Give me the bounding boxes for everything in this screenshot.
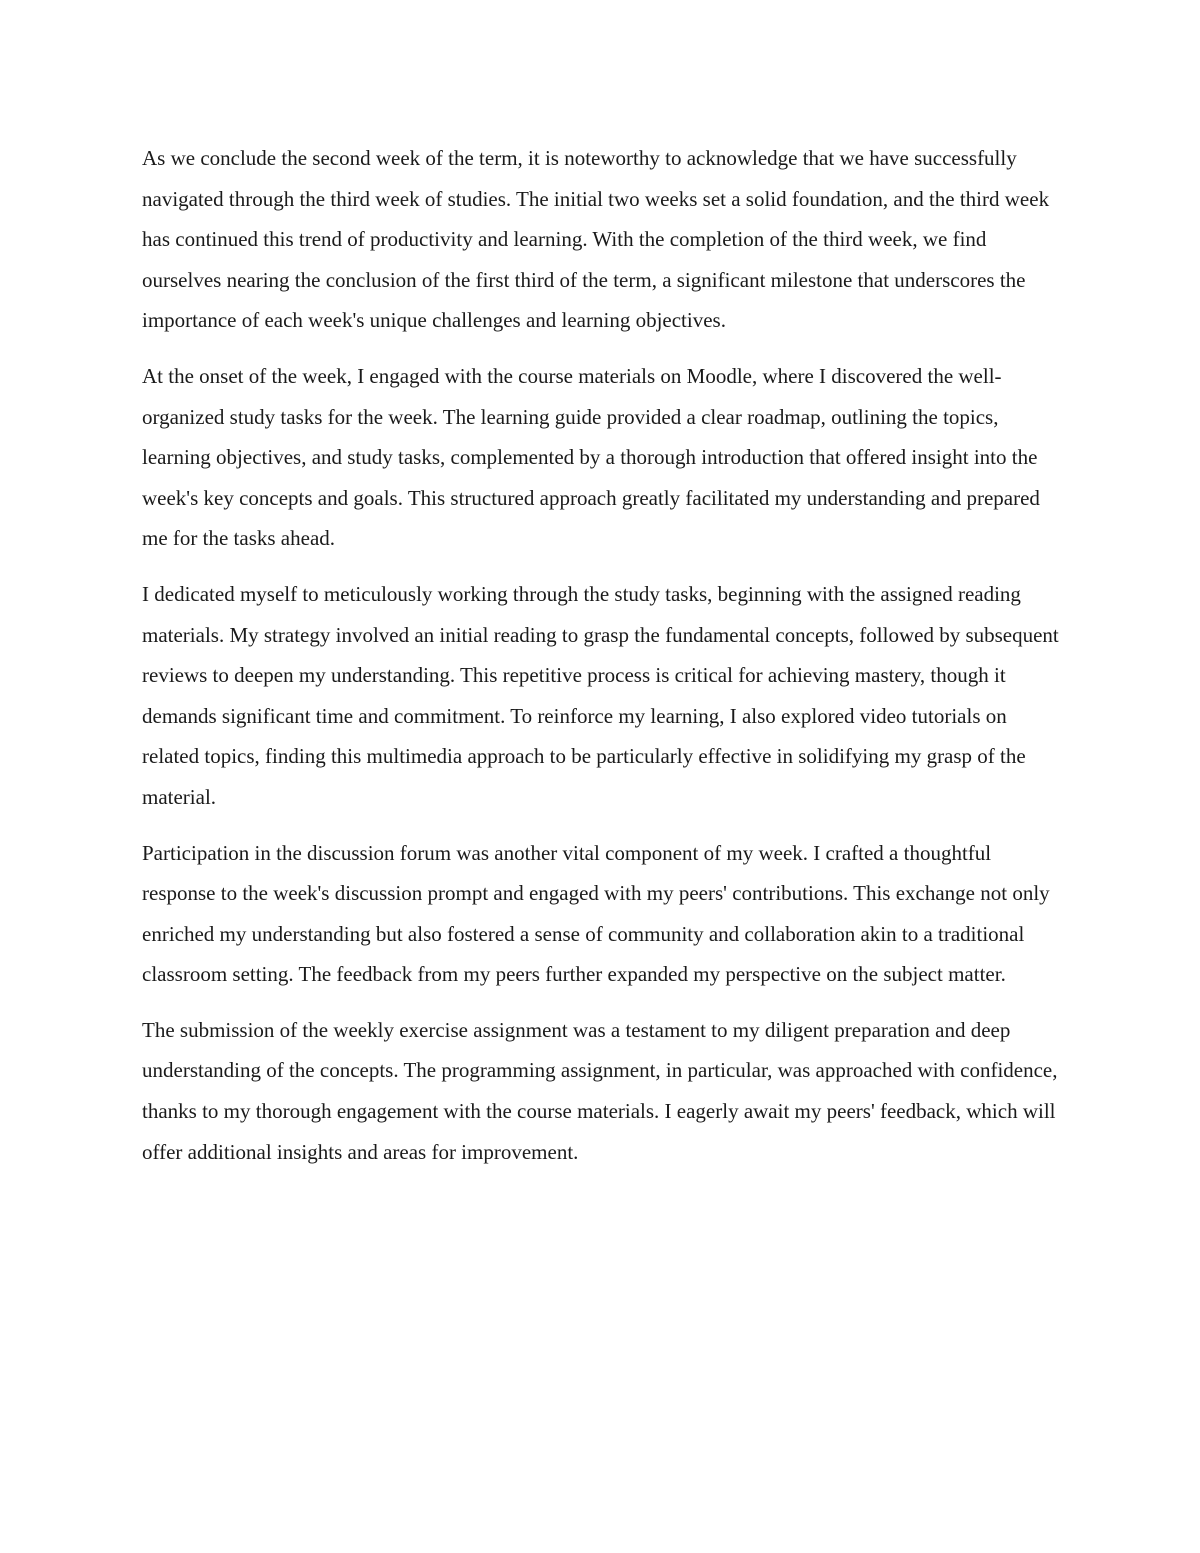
paragraph-study-tasks: I dedicated myself to meticulously working through the study tasks, beginning with the assigned reading materials. My strategy involved an initial reading to grasp the fundamental concepts, followed by subsequent reviews to deepen my understanding. This repetitive process is critical for achieving mastery, though it demands significant time and commitment. To reinforce my learning, I also explored video tutorials on related topics, finding this multimedia approach to be particularly effective in solidifying my grasp of the material.: [142, 581, 1059, 809]
paragraph-course-materials: At the onset of the week, I engaged with the course materials on Moodle, where I discovered the well-organized study tasks for the week. The learning guide provided a clear roadmap, outlining the topics, learning objectives, and study tasks, complemented by a thorough introduction that offered insight into the week's key concepts and goals. This structured approach greatly facilitated my understanding and prepared me for the tasks ahead.: [142, 363, 1040, 551]
document-body: [142, 138, 1060, 1187]
paragraph-assignment-submission: The submission of the weekly exercise assignment was a testament to my diligent preparation and deep understanding of the concepts. The programming assignment, in particular, was approached with confidence, thanks to my thorough engagement with the course materials. I eagerly await my peers' feedback, which will offer additional insights and areas for improvement.: [142, 1017, 1058, 1164]
paragraph-week-conclusion: As we conclude the second week of the term, it is noteworthy to acknowledge that we have successfully navigated through the third week of studies. The initial two weeks set a solid foundation, and the third week has continued this trend of productivity and learning. With the completion of the third week, we find ourselves nearing the conclusion of the first third of the term, a significant milestone that underscores the importance of each week's unique challenges and learning objectives.: [142, 146, 1050, 333]
paragraph-discussion-forum: Participation in the discussion forum was another vital component of my week. I crafted a thoughtful response to the week's discussion prompt and engaged with my peers' contributions. This exchange not only enriched my understanding but also fostered a sense of community and collaboration akin to a traditional classroom setting. The feedback from my peers further expanded my perspective on the subject matter.: [142, 840, 1050, 987]
